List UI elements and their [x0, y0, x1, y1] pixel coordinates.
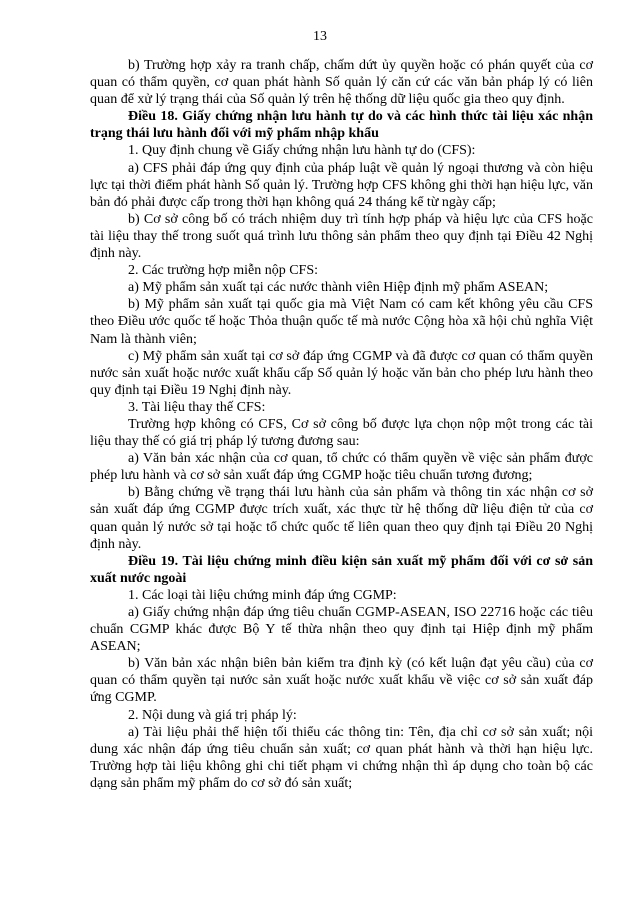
paragraph: a) CFS phải đáp ứng quy định của pháp luật về quản lý ngoại thương và còn hiệu lực tại thời điểm phát hành Số quản lý. Trường hợp CFS không ghi thời hạn hiệu lực, văn bản đó phải được cấp trong thời hạn không quá 24 tháng kể từ ngày cấp;	[90, 160, 593, 210]
paragraph: b) Cơ sở công bố có trách nhiệm duy trì tính hợp pháp và hiệu lực của CFS hoặc tài liệu thay thế trong suốt quá trình lưu thông sản phẩm theo quy định tại Điều 42 Nghị định này.	[90, 211, 593, 262]
page-number: 13	[313, 29, 327, 44]
paragraph: b) Bằng chứng về trạng thái lưu hành của sản phẩm và thông tin xác nhận cơ sở sản xuất đáp ứng CGMP được trích xuất, xác thực từ hệ thống dữ liệu điện tử của cơ quan quản lý nước sở tại hoặc tổ chức quốc tế liên quan theo quy định tại Điều 20 Nghị định này.	[90, 485, 593, 552]
article-19-heading: Điều 19. Tài liệu chứng minh điều kiện sản xuất mỹ phẩm đối với cơ sở sản xuất nước ngoài	[90, 553, 593, 586]
paragraph: c) Mỹ phẩm sản xuất tại cơ sở đáp ứng CGMP và đã được cơ quan có thẩm quyền nước sản xuất hoặc nước xuất khẩu cấp Số quản lý hoặc văn bản cho phép lưu hành theo quy định tại Điều 19 Nghị định này.	[90, 348, 593, 398]
paragraph: a) Tài liệu phải thể hiện tối thiểu các thông tin: Tên, địa chỉ cơ sở sản xuất; nội dung xác nhận đáp ứng tiêu chuẩn sản xuất; cơ quan phát hành và thời hạn hiệu lực. Trường hợp tài liệu không ghi chi tiết phạm vi chứng nhận thì áp dụng cho toàn bộ các dạng sản phẩm mỹ phẩm do cơ sở đó sản xuất;	[90, 724, 593, 791]
paragraph: a) Mỹ phẩm sản xuất tại các nước thành viên Hiệp định mỹ phẩm ASEAN;	[128, 280, 549, 296]
paragraph: a) Văn bản xác nhận của cơ quan, tổ chức có thẩm quyền về việc sản phẩm được phép lưu hành và cơ sở sản xuất đáp ứng CGMP hoặc tiêu chuẩn tương đương;	[90, 451, 593, 484]
paragraph: 2. Nội dung và giá trị pháp lý:	[128, 707, 297, 723]
paragraph: b) Mỹ phẩm sản xuất tại quốc gia mà Việt Nam có cam kết không yêu cầu CFS theo Điều ước quốc tế hoặc Thỏa thuận quốc tế mà nước Cộng hòa xã hội chủ nghĩa Việt Nam là thành viên;	[90, 297, 593, 347]
document-body	[90, 57, 593, 792]
paragraph: 1. Quy định chung về Giấy chứng nhận lưu hành tự do (CFS):	[128, 143, 476, 159]
paragraph: a) Giấy chứng nhận đáp ứng tiêu chuẩn CGMP-ASEAN, ISO 22716 hoặc các tiêu chuẩn CGMP khác được Bộ Y tế thừa nhận theo quy định tại Hiệp định mỹ phẩm ASEAN;	[90, 605, 593, 655]
paragraph: b) Văn bản xác nhận biên bản kiểm tra định kỳ (có kết luận đạt yêu cầu) của cơ quan có thẩm quyền tại nước sản xuất hoặc nước xuất khẩu về việc cơ sở sản xuất đáp ứng CGMP.	[90, 656, 593, 706]
paragraph: 3. Tài liệu thay thế CFS:	[128, 399, 266, 415]
paragraph: Trường hợp không có CFS, Cơ sở công bố được lựa chọn nộp một trong các tài liệu thay thế có giá trị pháp lý tương đương sau:	[90, 416, 593, 450]
paragraph: 1. Các loại tài liệu chứng minh đáp ứng CGMP:	[128, 587, 397, 603]
article-18-heading: Điều 18. Giấy chứng nhận lưu hành tự do và các hình thức tài liệu xác nhận trạng thái lưu hành đối với mỹ phẩm nhập khẩu	[90, 109, 593, 142]
paragraph: 2. Các trường hợp miễn nộp CFS:	[128, 263, 319, 279]
paragraph: b) Trường hợp xảy ra tranh chấp, chấm dứt ủy quyền hoặc có phán quyết của cơ quan có thẩm quyền, cơ quan phát hành Số quản lý căn cứ các văn bản pháp lý có liên quan để xử lý trạng thái của Số quản lý trên hệ thống dữ liệu quốc gia theo quy định.	[90, 58, 593, 108]
